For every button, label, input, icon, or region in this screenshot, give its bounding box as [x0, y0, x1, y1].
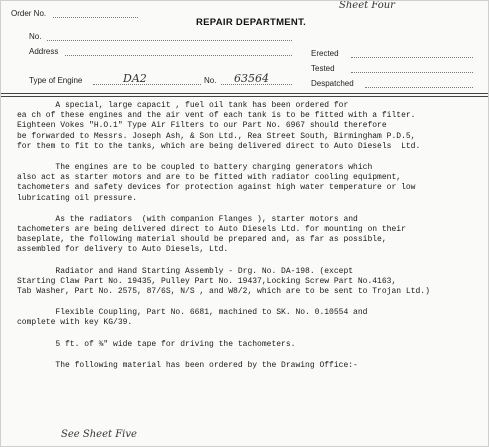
tested-line	[351, 72, 473, 73]
form-header	[1, 1, 488, 99]
paragraph-radiators: As the radiators (with companion Flanges ), starter motors and tachometers are being delivered direct to Auto Diesels Ltd. for mounting on their baseplate, the following material should be prepared and, as far as possible, assembled for delivery to Auto Diesels, Ltd.	[17, 214, 406, 255]
type-of-engine-line	[93, 84, 201, 85]
type-of-engine-value: DA2	[123, 72, 147, 85]
engine-no-value: 63564	[234, 72, 269, 85]
engine-no-label: No.	[204, 76, 217, 85]
despatched-line	[365, 87, 473, 88]
paragraph-engines: The engines are to be coupled to battery charging generators which also act as starter motors and are to be fitted with radiator cooling equipment, tachometers and safety devices for protection against high water temperature or low lubricating oil pressure.	[17, 163, 416, 203]
no-label: No.	[29, 32, 42, 41]
paragraph-drawing-office: The following material has been ordered by the Drawing Office:-	[17, 360, 358, 370]
order-no-line	[53, 17, 138, 18]
header-rule	[1, 93, 488, 94]
department-title: REPAIR DEPARTMENT.	[196, 17, 307, 28]
erected-line	[351, 57, 473, 58]
despatched-label: Despatched	[311, 79, 354, 88]
order-no-label: Order No.	[11, 9, 47, 18]
no-line	[47, 40, 292, 41]
address-line	[65, 55, 292, 56]
sheet-annotation: Sheet Four	[339, 0, 395, 11]
erected-label: Erected	[311, 49, 339, 58]
footer-annotation: See Sheet Five	[61, 429, 137, 440]
tested-label: Tested	[311, 64, 335, 73]
type-of-engine-label: Type of Engine	[29, 76, 83, 85]
paragraph-fuel-tank: A special, large capacit , fuel oil tank has been ordered for ea ch of these engines and the air vent of each tank is to be fitted with a filter. Eighteen Vokes "H.O.1" Type Air Filters to our Part No. 6967 should therefore be forwarded to Messrs. Joseph Ash, & Son Ltd., Rea Street South, Birmingham P.D.5, for them to fit to the tanks, which are being delivered direct to Auto Diesels Ltd.	[17, 101, 421, 151]
paragraph-radiator-assembly: Radiator and Hand Starting Assembly - Drg. No. DA-198. (except Starting Claw Part No. 19435, Pulley Part No. 19437,Locking Screw Part No.4163, Tab Washer, Part No. 2575, 87/6S, N/S , and W8/2, which are to be sent to Trojan Ltd.)	[17, 266, 430, 297]
address-label: Address	[29, 47, 59, 56]
letter-body	[17, 101, 479, 371]
paragraph-coupling: Flexible Coupling, Part No. 6681, machined to SK. No. 0.10554 and complete with key KG/39.	[17, 308, 368, 328]
header-rule-2	[1, 96, 488, 97]
paragraph-tape: 5 ft. of ⅜" wide tape for driving the tachometers.	[17, 339, 296, 349]
